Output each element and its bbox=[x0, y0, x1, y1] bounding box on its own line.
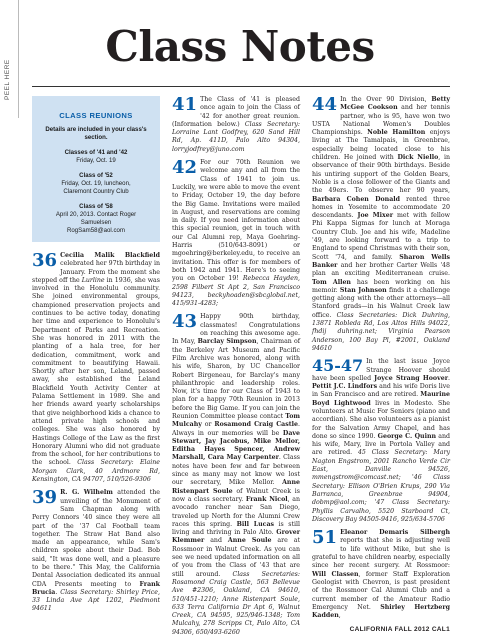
alumni-name: Betty McGee Cookson bbox=[340, 96, 450, 112]
note-text: and bbox=[204, 537, 228, 545]
note-text: and his wife Doris live in San Francisco and are retired. bbox=[312, 383, 450, 399]
note-text: , Chairman of the Berkeley Art Museum and Pacific Film Archive was honored, along with his wife, Sharon, by UC Chancellor Robert Birgeneau, for Barclay's many philanthropic and leadership roles. Now, it's time for our Class of 1943 to plan for a happy 70th Reunion in 2013 before the Big Game. If you can join the Reunion Committee please contact bbox=[172, 338, 301, 420]
class-secretary-info: Class Secretary: Shirley Price, 33 Linda Ave Apt 1202, Piedmont 94611 bbox=[32, 588, 160, 613]
alumni-name: Joyce Strang Hoover bbox=[374, 374, 448, 382]
reunions-header: CLASS REUNIONS bbox=[59, 111, 133, 120]
note-text: celebrated her 97th birthday in January. From the moment she stepped off the bbox=[32, 260, 160, 284]
alumni-name: R. G. Wilhelm bbox=[60, 489, 113, 497]
class-note-entry bbox=[172, 159, 300, 308]
reunion-detail: April 20, 2013. Contact Roger Samuelsen bbox=[55, 211, 137, 226]
class-secretary-info: Class Secretaries: Rosamond Craig Castle, 563 Bellevue Ave #2306, Oakland, CA 94610, 510/451-1210; Anne Ristenpart Soule, 633 Terra California Dr Apt 6, Walnut Creek, CA 94595, 925/946-1348; Tom Mulcahy, 278 Scripps Ct, Palo Alto, CA 94306, 650/493-6260 bbox=[172, 570, 300, 636]
reunion-class-name: Class of '58 bbox=[79, 203, 113, 210]
note-text: . Class notes have been few and far between since as many may not know we lost our secretary, Mike Mellor. bbox=[172, 454, 300, 487]
alumni-name: Will Classen bbox=[312, 570, 359, 578]
column-2 bbox=[172, 96, 300, 642]
reunion-detail: Claremont Country Club bbox=[63, 188, 129, 195]
peel-here-tab: PEEL HERE bbox=[4, 59, 11, 100]
alumni-name: Pettit J.C. Lindfors bbox=[312, 383, 378, 391]
alumni-name: Noble Hamilton bbox=[367, 129, 426, 137]
alumni-name: Bill Lucas bbox=[236, 520, 275, 528]
class-note-entry bbox=[172, 313, 300, 637]
reunion-detail: Friday, Oct. 19 bbox=[76, 157, 116, 164]
note-text: rented three homes in Yosemite to accommodate 20 descendants. bbox=[312, 195, 450, 220]
note-text: and her tennis partner, who is 95, have won two USTA National Women's Doubles Championships. bbox=[312, 104, 450, 137]
column-2-entries bbox=[172, 96, 300, 637]
reunion-class-name: Classes of '41 and '42 bbox=[64, 149, 128, 156]
alumni-name: Anne Soule bbox=[227, 537, 272, 545]
alumni-name: Frank Brucia bbox=[32, 580, 160, 596]
class-secretary-info: Lurline bbox=[81, 276, 105, 284]
note-text: and her brother Carter Wells '48 plan an exciting Mediterranean cruise. bbox=[312, 261, 450, 278]
alumni-name: Dave Stewart, Jay Jacobus, Mike Mellor, Editha Hayes Spencer, Andrew Marshall, Cara May Carpenter bbox=[172, 429, 300, 462]
class-secretary-info: Class Secretary: Elaine Morgan Clark, 40 Ardmore Rd, Kensington, CA 94707, 510/526-9306 bbox=[32, 459, 160, 484]
title-divider bbox=[32, 86, 450, 87]
page-footer: CALIFORNIA FALL 2012 CAL1 bbox=[349, 626, 450, 633]
class-year: 44 bbox=[312, 94, 338, 115]
alumni-name: Barclay Simpson bbox=[197, 338, 257, 346]
note-text: The Class of '41 is pleased once again to join the Class of '42 for another great reunion. (Information below.) bbox=[172, 96, 300, 128]
note-text: , former Staff Exploration Geologist with Chevron, is past president of the Rossmoor Cal Alumni Club and a current member of the Amateur Radio Emergency Net. bbox=[312, 570, 450, 611]
note-text: . bbox=[55, 588, 61, 596]
note-text: In the last issue Joyce Strange Hoover should have been spelled bbox=[312, 358, 450, 382]
alumni-name: Tom Mulcahy bbox=[172, 412, 300, 429]
alumni-name: Stan Johnson bbox=[339, 286, 387, 294]
alumni-name: Joe Mixer bbox=[357, 212, 394, 220]
column-1 bbox=[32, 96, 160, 619]
reunion-class-name: Class of '52 bbox=[79, 172, 113, 179]
alumni-name: Dick Niello bbox=[397, 154, 439, 162]
note-text: , in observance of their 90th birthdays. Beside his untiring support of the Golden Bears, Noble is a close follower of the Giants and the 49ers. To observe her 90 years, bbox=[312, 154, 451, 195]
alumni-name: George C. Quinn bbox=[377, 432, 437, 440]
column-3 bbox=[312, 96, 450, 625]
class-year: 51 bbox=[312, 527, 338, 549]
note-text: lives in Modesto. She volunteers at Music For Seniors (piano and accordian). She also volunteers as a pianist for the Salvation Army Chapel, and has done so since 1990. bbox=[312, 399, 450, 440]
note-text: of Walnut Creek is now a class secretary. bbox=[172, 487, 300, 503]
note-text: is still living and thriving in Palo Alto. bbox=[172, 520, 300, 537]
alumni-name: Frank Nicol bbox=[245, 495, 288, 503]
class-reunions-box bbox=[32, 96, 160, 242]
note-text: enjoys living at The Tamalpais, in Greenbrae, especially being located close to his children. He joined with bbox=[312, 129, 450, 162]
note-text: . bbox=[448, 374, 450, 382]
reunions-intro: Details are included in your class's section. bbox=[45, 126, 147, 141]
reunion-detail: Friday, Oct. 19, luncheon, bbox=[61, 180, 131, 187]
alumni-name: Maurine Boyd Lightwood bbox=[312, 391, 450, 407]
note-text: finds it a challenge getting along with the other attorneys—all Stanford grads—in his Walnut Creek law office. bbox=[312, 286, 450, 319]
note-text: , bbox=[338, 612, 341, 620]
class-secretary-info: Class Secretary: Lorraine Lant Godfrey, 620 Sand Hill Rd, Ap. 411D, Palo Alto 94304, lorryjodfrey@juno.com bbox=[172, 120, 300, 153]
page-title: Class Notes bbox=[105, 22, 375, 71]
note-text: . Always in our memories will be bbox=[172, 421, 300, 437]
class-note-entry bbox=[312, 358, 450, 524]
reunion-detail: RogSam58@aol.com bbox=[66, 227, 125, 234]
note-text: in 1936, she was involved in the Honolulu community. She joined environmental groups, championed preservation projects and continues to be active today, donating her time and experience to Honolulu's Department of Parks and Recreation. She was honored in 2011 with the planting of a hala tree, for her dedication, commitment, work and commitment to beautifying Hawaii. Shortly after her son, Leland, passed away, she established the Leland Blackfield Youth Activity Center at Palama Settlement in 1989. She and her friends award yearly scholarships that give neighborhood kids a chance to attend private high schools and colleges. She was also honored by Hastings College of the Law as the first Honorary Alumni who did not graduate from the school, for her contributions to the school. bbox=[32, 276, 160, 467]
class-year: 36 bbox=[32, 250, 58, 271]
class-secretary-info: 45 Class Secretary: Mary Nagton Engstrom, 2001 Rancho Verde Cir East, Danville 94526, mmengstrom@comcast.net; '46 Class Secretary: Ellison O'Brien Krups, 290 Via Barranca, Greenbrae 94904, dobmp@aol.com; '47 Class Secretary: Phyllis Carvalho, 5520 Starboard Ct, Discovery Bay 94505-9416, 925/634-5706 bbox=[312, 449, 450, 523]
class-secretary-info: Class Secretaries: Dick Duhring, 13871 Robleda Rd, Los Altos Hills 94022, fhdij duhring.net; Virginia Pearson Anderson, 100 Bay Pl, #2001, Oakland 94610 bbox=[312, 311, 450, 352]
note-text: are at Rossmoor in Walnut Creek. As you can see we need updated information on all of you from the Class of '43 that are still around. bbox=[172, 537, 300, 578]
class-note-entry bbox=[32, 489, 160, 613]
class-secretary-info: Rebecca Hayden, 2598 Filbert St Apt 2, San Francisco 94123, beckyhoaden@sbcglobal.net, 415/931-4283; bbox=[172, 275, 300, 308]
alumni-name: Barbara Cohen Donald bbox=[312, 195, 401, 203]
alumni-name: Shirley Hertzberg Kadden bbox=[312, 603, 450, 620]
alumni-name: Anne Ristenpart Soule bbox=[172, 479, 300, 495]
class-note-entry bbox=[172, 96, 300, 154]
alumni-name: Eleanor Demaris Silbergh bbox=[340, 529, 450, 537]
alumni-name: Grover Klemmer bbox=[172, 529, 300, 545]
class-year: 45-47 bbox=[312, 356, 364, 376]
note-text: or bbox=[201, 421, 215, 429]
note-text: attended the unveiling of the Monument of Sam Chapman along with Perry Connors '40 since they were all part of the '37 Cal Football team together. The Straw Hat Band also made an appearance, while Sam's children spoke about their Dad. Bob said, "It was done well, and a pleasure to be there." This May, the California Dental Association dedicated its annual CDA Presents meeting to bbox=[32, 489, 160, 588]
class-note-entry bbox=[312, 96, 450, 353]
class-note-entry bbox=[32, 252, 160, 484]
class-year: 41 bbox=[172, 94, 198, 115]
alumni-name: Cecilia Malik Blackfield bbox=[60, 252, 160, 259]
note-text: , an avocado rancher near San Diego, traveled up North for the Alumni Crew races this spring. bbox=[172, 495, 300, 528]
note-text: has been working on his memoir. bbox=[312, 278, 450, 294]
note-text: Happy 90th birthday, classmates! Congratulations on reaching this awesome age. In May, bbox=[172, 313, 300, 346]
note-text: In the Over 90 Division, bbox=[340, 96, 432, 103]
alumni-name: Tom Allen bbox=[312, 278, 351, 286]
class-year: 39 bbox=[32, 487, 58, 509]
class-year: 42 bbox=[172, 157, 198, 179]
alumni-name: Sharon Wells Banker bbox=[312, 253, 450, 269]
column-3-entries bbox=[312, 96, 450, 620]
class-note-entry bbox=[312, 529, 450, 620]
reunion-list bbox=[40, 142, 152, 235]
note-text: reports that she is adjusting well to life without Mike, but she is grateful to have children nearby, especially since her recent surgery. At Rossmoor: bbox=[312, 537, 450, 570]
column-1-entries bbox=[32, 252, 160, 614]
note-text: For our 70th Reunion we welcome any and all from the Class of 1941 to join us. Luckily, we were able to move the event to Friday, October 19, the day before the Big Game. Invitations were mailed in August, and reservations are coming in daily. If you need information about this special reunion, get in touch with our Cal Alumni rep, Maya Goehring-Harris (510/643-8091) or mgoehring@berkeley.edu, to receive an invitation. This offer is for members of both 1942 and 1941. Here's to seeing you on October 19! bbox=[172, 159, 300, 283]
alumni-name: Rosamond Craig Castle bbox=[214, 421, 298, 429]
class-year: 43 bbox=[172, 311, 198, 333]
note-text: and his wife, Mary, live in Portola Valley and are retired. bbox=[312, 432, 451, 457]
note-text: met with fellow Phi Kappa Sigmas for lunch at Moraga Country Club. Joe and his wife, Madeline '49, are looking forward to a trip to England to spend Christmas with their son, Scott '74, and family. bbox=[312, 212, 450, 261]
